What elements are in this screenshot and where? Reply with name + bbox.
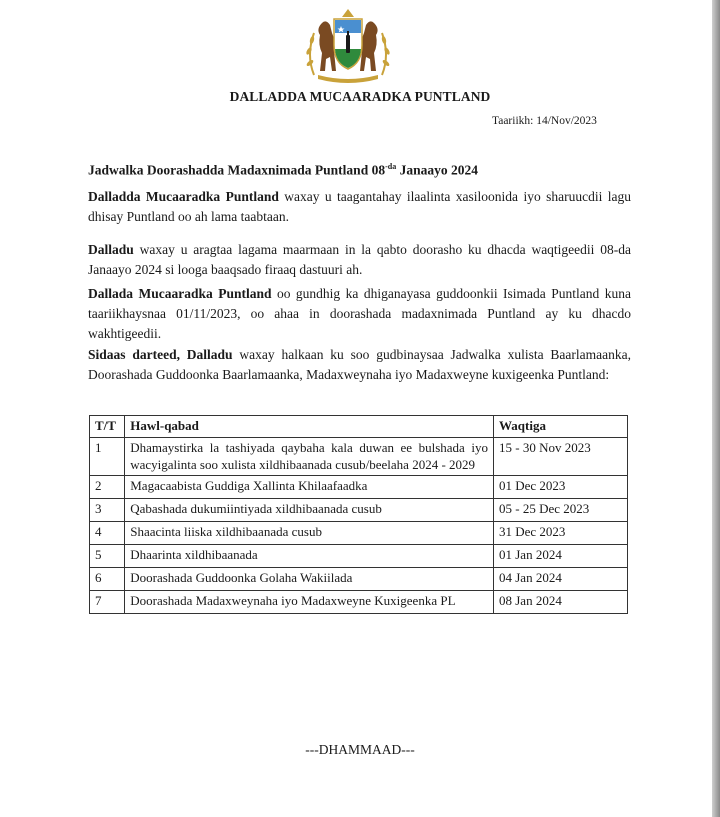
paragraph-text: oo gundhig ka dhiganayasa guddoonkii Isimada Puntland kuna taariikhaysnaa 01/11/2023, oo ahaa in doorashada madaxnimada Puntland ay ku dhacdo wakhtigeedii. <box>88 286 631 341</box>
row-number: 1 <box>90 438 125 476</box>
paragraph-lead: Sidaas darteed, Dalladu <box>88 347 233 362</box>
paragraph-lead: Dalladu <box>88 242 134 257</box>
paragraph-4 <box>88 345 631 385</box>
row-task: Dhamaystirka la tashiyada qaybaha kala duwan ee bulshada iyo wacyigalinta soo xulista xildhibaanada cusub/beelaha 2024 - 2029 <box>125 438 494 476</box>
paragraph-1 <box>88 187 631 227</box>
table-row <box>90 438 628 476</box>
document-title <box>88 162 478 179</box>
row-task: Dhaarinta xildhibaanada <box>125 545 494 568</box>
row-task: Doorashada Guddoonka Golaha Wakiilada <box>125 568 494 591</box>
title-end: Janaayo 2024 <box>399 162 478 178</box>
row-time: 05 - 25 Dec 2023 <box>493 499 627 522</box>
row-time: 15 - 30 Nov 2023 <box>493 438 627 476</box>
table-row <box>90 499 628 522</box>
row-time: 08 Jan 2024 <box>493 591 627 614</box>
row-number: 2 <box>90 476 125 499</box>
row-time: 01 Dec 2023 <box>493 476 627 499</box>
puntland-coat-of-arms-icon <box>294 5 402 85</box>
page-edge-shadow <box>712 0 720 817</box>
row-time: 04 Jan 2024 <box>493 568 627 591</box>
header-number: T/T <box>90 416 125 438</box>
row-task: Magacaabista Guddiga Xallinta Khilaafaadka <box>125 476 494 499</box>
schedule-table <box>89 415 628 614</box>
document-end-marker: ---DHAMMAAD--- <box>305 742 415 757</box>
row-time: 01 Jan 2024 <box>493 545 627 568</box>
table-header-row <box>90 416 628 438</box>
table-row <box>90 568 628 591</box>
header-time: Waqtiga <box>493 416 627 438</box>
row-number: 5 <box>90 545 125 568</box>
row-number: 4 <box>90 522 125 545</box>
row-task: Qabashada dukumiintiyada xildhibaanada cusub <box>125 499 494 522</box>
document-date: Taariikh: 14/Nov/2023 <box>492 115 597 127</box>
paragraph-text: waxay halkaan ku soo gudbinaysaa Jadwalka xulista Baarlamaanka, Doorashada Guddoonka Baarlamaanka, Madaxweynaha iyo Madaxweyne kuxigeenka Puntland: <box>88 347 632 382</box>
row-task: Doorashada Madaxweynaha iyo Madaxweyne Kuxigeenka PL <box>125 591 494 614</box>
row-number: 3 <box>90 499 125 522</box>
row-task: Shaacinta liiska xildhibaanada cusub <box>125 522 494 545</box>
table-row <box>90 545 628 568</box>
paragraph-text: waxay u aragtaa lagama maarmaan in la qabto doorasho ku dhacda waqtigeedii 08-da Janaayo 2024 si looga baaqsado firaaq dastuuri ah. <box>88 242 631 277</box>
paragraph-lead: Dalladda Mucaaradka Puntland <box>88 189 279 204</box>
header-task: Hawl-qabad <box>125 416 494 438</box>
table-row <box>90 522 628 545</box>
paragraph-3 <box>88 284 631 344</box>
paragraph-2 <box>88 240 631 280</box>
table-row <box>90 591 628 614</box>
row-number: 6 <box>90 568 125 591</box>
paragraph-lead: Dallada Mucaaradka Puntland <box>88 286 272 301</box>
organization-name: DALLADDA MUCAARADKA PUNTLAND <box>229 89 491 104</box>
paragraph-text: waxay u taagantahay ilaalinta xasiloonida iyo sharuucdii lagu dhisay Puntland oo ah lama taabtaan. <box>88 189 631 224</box>
row-number: 7 <box>90 591 125 614</box>
title-superscript: -da <box>385 162 397 171</box>
row-time: 31 Dec 2023 <box>493 522 627 545</box>
table-row <box>90 476 628 499</box>
title-main: Jadwalka Doorashadda Madaxnimada Puntland 08 <box>88 162 386 178</box>
